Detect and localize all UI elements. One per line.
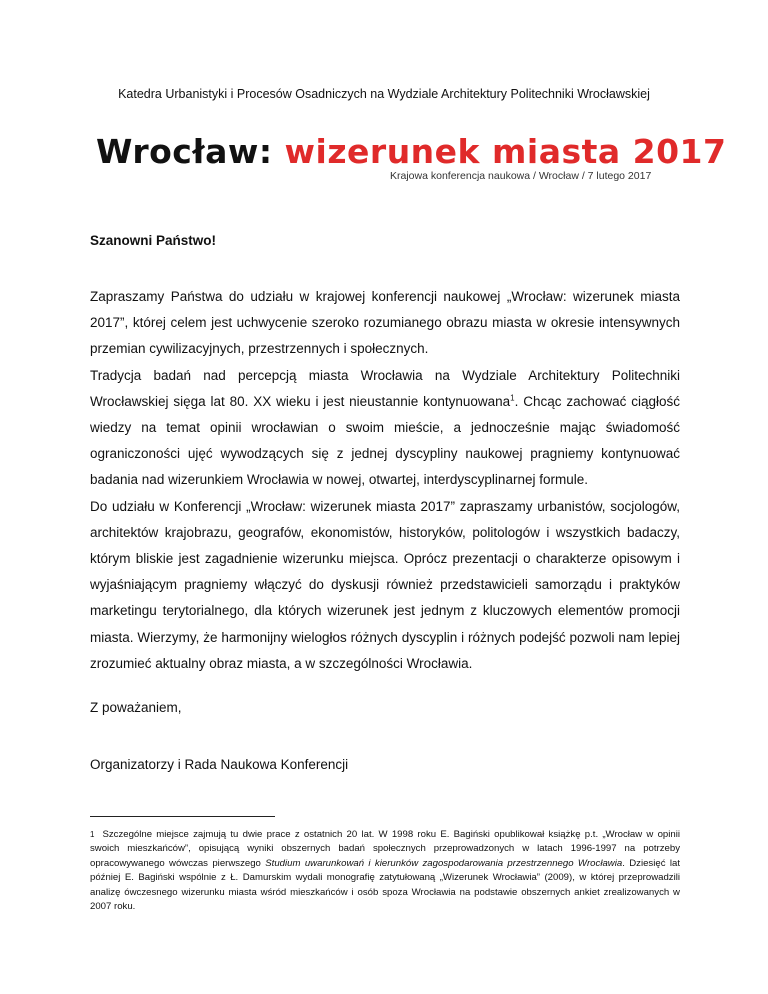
letter-body [90,284,680,677]
paragraph-2-text-b: . Chcąc zachować ciągłość wiedzy na temat opinii wrocławian o swoim mieście, a jednocześnie mając świadomość ograniczoności ujęć wywodzących się z jednej dyscypliny naukowej pragniemy kontynuować badania nad wizerunkiem Wrocławia w nowej, otwartej, interdyscyplinarnej formule. [90,393,680,488]
footnote-italic-title: Studium uwarunkowań i kierunków zagospodarowania przestrzennego Wrocławia [265,857,623,869]
paragraph-1: Zapraszamy Państwa do udziału w krajowej konferencji naukowej „Wrocław: wizerunek miasta 2017”, której celem jest uchwycenie szeroko rozumianego obrazu miasta w okresie intensywnych przemian cywilizacyjnych, przestrzennych i społecznych. [90,289,680,357]
footnote-text-a: Szczególne miejsce zajmują tu dwie prace z ostatnich 20 lat. W 1998 roku E. Bagiński opublikował książkę p.t. „Wrocław w opinii swoich mieszkańców”, opisującą wyniki obszernych badań społecznych przeprowadzonych w latach 1996-1997 na potrzeby opracowywanego wówczas pierwszego [90,829,680,869]
conference-tagline: Krajowa konferencja naukowa / Wrocław / 7 lutego 2017 [390,170,652,182]
footnote [90,828,680,914]
paragraph-2 [90,363,680,494]
footnote-text-b: . Dziesięć lat później E. Bagiński wspólnie z Ł. Damurskim wydali monografię zatytułowaną „Wizerunek Wrocławia” (2009), w której przeprowadzili analizę ówczesnego wizerunku miasta wśród mieszkańców i osób spoza Wrocławia na podstawie obszernych ankiet zrealizowanych w 2007 roku. [90,857,681,913]
conference-logo [96,131,727,173]
logo-city: Wrocław: [96,132,273,171]
paragraph-2-text-a: Tradycja badań nad percepcją miasta Wrocławia na Wydziale Architektury Politechniki Wrocławskiej sięga lat 80. XX wieku i jest nieustannie kontynuowana [90,367,680,409]
greeting: Szanowni Państwo! [90,233,217,248]
closing: Z poważaniem, [90,700,182,715]
signature: Organizatorzy i Rada Naukowa Konferencji [90,757,349,772]
paragraph-3: Do udziału w Konferencji „Wrocław: wizerunek miasta 2017” zapraszamy urbanistów, socjologów, architektów krajobrazu, geografów, ekonomistów, historyków, politologów i wszystkich badaczy, którym bliskie jest zagadnienie wizerunku miejsca. Oprócz prezentacji o charakterze opisowym i wyjaśniającym pragniemy włączyć do dyskusji również przedstawicieli samorządu i praktyków marketingu terytorialnego, dla których wizerunek jest jednym z kluczowych elementów promocji miasta. Wierzymy, że harmonijny wielogłos różnych dyscyplin i różnych podejść pozwoli nam lepiej zrozumieć aktualny obraz miasta, a w szczególności Wrocławia. [90,498,680,671]
footnote-reference: 1 [510,393,515,403]
logo-title: wizerunek miasta 2017 [284,132,727,171]
affiliation-header: Katedra Urbanistyki i Procesów Osadniczych na Wydziale Architektury Politechniki Wrocławskiej [118,87,650,101]
footnote-number: 1 [90,830,95,839]
footnote-divider [90,816,275,817]
